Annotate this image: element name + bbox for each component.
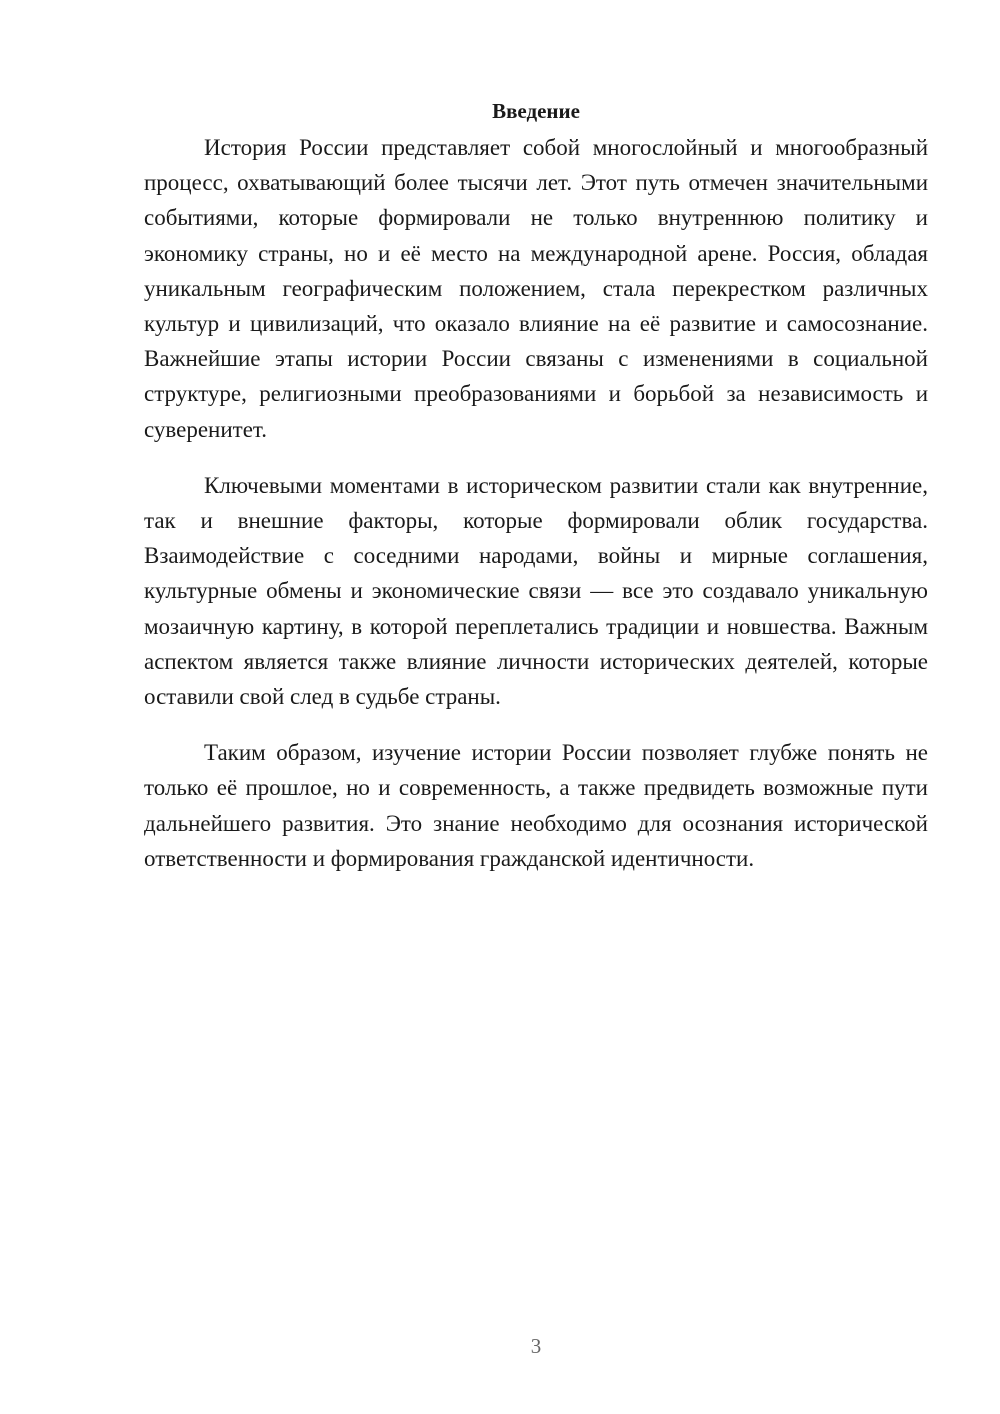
paragraph-2: Ключевыми моментами в историческом развитии стали как внутренние, так и внешние факторы, которые формировали облик государства. Взаимодействие с соседними народами, войны и мирные соглашения, культурные обмены и экономические связи — все это создавало уникальную мозаичную картину, в которой переплетались традиции и новшества. Важным аспектом является также влияние личности исторических деятелей, которые оставили свой след в судьбе страны. xyxy=(144,472,928,710)
page-number: 3 xyxy=(530,1334,542,1358)
section-heading: Введение xyxy=(492,99,580,123)
paragraph-3: Таким образом, изучение истории России позволяет глубже понять не только её прошлое, но и современность, а также предвидеть возможные пути дальнейшего развития. Это знание необходимо для осознания исторической ответственности и формирования гражданской идентичности. xyxy=(144,740,928,871)
paragraph-1: История России представляет собой многослойный и многообразный процесс, охватывающий более тысячи лет. Этот путь отмечен значительными событиями, которые формировали не только внутреннюю политику и экономику страны, но и её место на международной арене. Россия, обладая уникальным географическим положением, стала перекрестком различных культур и цивилизаций, что оказало влияние на её развитие и самосознание. Важнейшие этапы истории России связаны с изменениями в социальной структуре, религиозными преобразованиями и борьбой за независимость и суверенитет. xyxy=(144,135,928,442)
document-body xyxy=(144,96,928,897)
